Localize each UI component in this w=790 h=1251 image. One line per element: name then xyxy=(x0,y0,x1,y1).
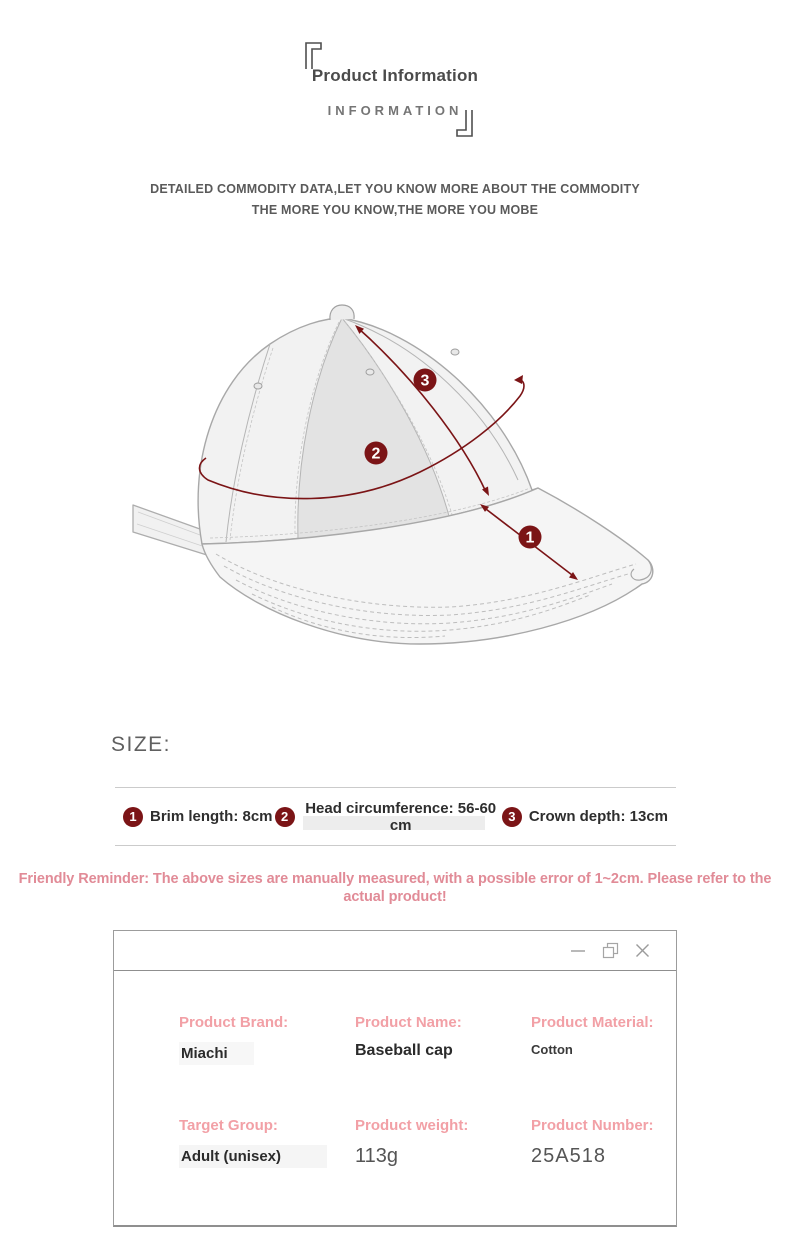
spec-brand xyxy=(179,1014,355,1065)
spec-brand-value: Miachi xyxy=(179,1042,254,1065)
restore-icon[interactable] xyxy=(602,942,619,959)
cap-diagram xyxy=(120,292,670,672)
page-subtitle: INFORMATION xyxy=(327,103,463,118)
spec-number-label: Product Number: xyxy=(531,1117,654,1134)
spec-material xyxy=(531,1014,676,1065)
spec-number-value: 25A518 xyxy=(531,1145,606,1167)
spec-weight-value: 113g xyxy=(355,1145,399,1167)
cap-button xyxy=(330,305,354,320)
spec-material-label: Product Material: xyxy=(531,1014,654,1031)
close-icon[interactable] xyxy=(635,943,650,958)
page-title: Product Information xyxy=(311,66,479,85)
spec-grid xyxy=(114,971,676,1168)
size-item-brim xyxy=(123,807,273,827)
corner-bracket-close-icon xyxy=(456,104,476,139)
size-item-crown xyxy=(502,807,668,827)
size-table xyxy=(115,787,676,846)
spec-name-label: Product Name: xyxy=(355,1014,462,1031)
spec-name xyxy=(355,1014,531,1065)
spec-target-group xyxy=(179,1117,355,1168)
intro-line-2: THE MORE YOU KNOW,THE MORE YOU MOBE xyxy=(251,203,539,217)
spec-target-group-label: Target Group: xyxy=(179,1117,278,1134)
marker-3-number: 3 xyxy=(420,372,430,390)
intro-line-1: DETAILED COMMODITY DATA,LET YOU KNOW MORE ABOUT THE COMMODITY xyxy=(150,182,640,196)
spec-target-group-value: Adult (unisex) xyxy=(179,1145,327,1168)
spec-brand-label: Product Brand: xyxy=(179,1014,289,1031)
spec-weight xyxy=(355,1117,531,1168)
spec-weight-label: Product weight: xyxy=(355,1117,469,1134)
spec-material-value: Cotton xyxy=(531,1042,573,1057)
minimize-icon[interactable] xyxy=(570,943,586,959)
friendly-reminder: Friendly Reminder: The above sizes are manually measured, with a possible error of 1~2cm. Please refer to the actual product! xyxy=(18,871,772,905)
spec-window xyxy=(113,930,677,1227)
size-heading: SIZE: xyxy=(111,733,172,756)
marker-1-number: 1 xyxy=(525,529,535,547)
intro-text xyxy=(0,179,790,221)
size-1-badge: 1 xyxy=(123,807,143,827)
size-2-badge: 2 xyxy=(275,807,295,827)
size-3-badge: 3 xyxy=(502,807,522,827)
spec-number xyxy=(531,1117,676,1168)
size-3-label: Crown depth: 13cm xyxy=(528,808,668,825)
size-item-circumference xyxy=(275,800,500,834)
spec-name-value: Baseball cap xyxy=(355,1042,453,1059)
size-1-label: Brim length: 8cm xyxy=(150,808,273,825)
window-titlebar xyxy=(114,931,676,971)
size-2-label: Head circumference: 56-60 cm xyxy=(305,799,497,834)
marker-2-number: 2 xyxy=(371,445,381,463)
